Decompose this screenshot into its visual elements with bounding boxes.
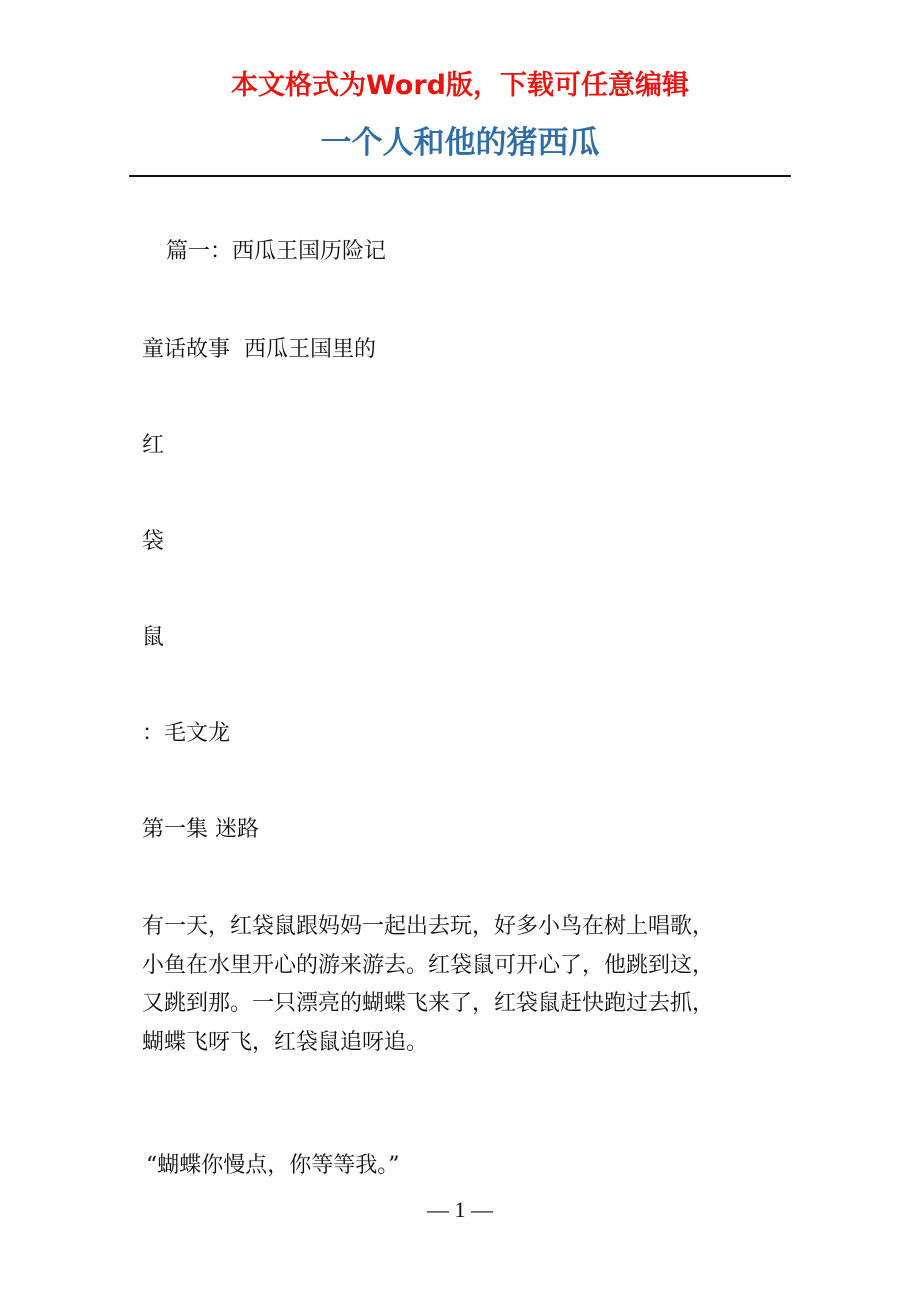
paragraph-line: 又跳到那。一只漂亮的蝴蝶飞来了，红袋鼠赶快跑过去抓， [142, 991, 715, 1016]
story-title-prefix: 童话故事 [142, 337, 231, 362]
story-paragraph [142, 908, 802, 1062]
story-title-line [142, 332, 802, 368]
vertical-char-2: 袋 [142, 529, 165, 554]
title-divider [129, 175, 791, 177]
paragraph-line: 蝴蝶飞呀飞，红袋鼠追呀追。 [142, 1029, 429, 1055]
chapter-heading: 第一集 迷路 [142, 817, 259, 842]
page-number: — 1 — [427, 1197, 493, 1222]
story-title-spaced: 西瓜王国里的 [244, 337, 377, 362]
author-line: ：毛文龙 [142, 721, 231, 746]
paragraph-line: 小鱼在水里开心的游来游去。红袋鼠可开心了，他跳到这， [142, 952, 715, 978]
format-notice: 本文格式为Word版，下载可任意编辑 [230, 70, 689, 101]
quote-line: “蝴蝶你慢点，你等等我。” [146, 1153, 400, 1178]
vertical-char-3: 鼠 [142, 625, 165, 650]
document-title: 一个人和他的猪西瓜 [320, 125, 600, 161]
vertical-char-1: 红 [142, 433, 165, 458]
section-heading: 篇一：西瓜王国历险记 [166, 239, 387, 264]
paragraph-line: 有一天，红袋鼠跟妈妈一起出去玩，好多小鸟在树上唱歌， [142, 914, 715, 939]
